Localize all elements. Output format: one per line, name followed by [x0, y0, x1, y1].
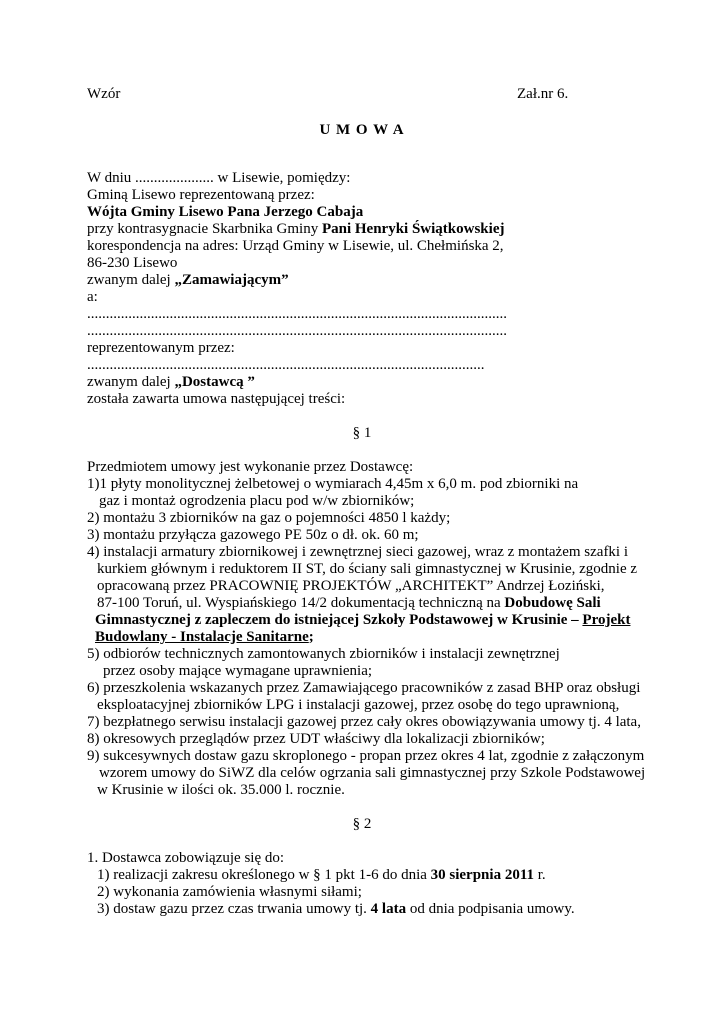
section-2-lead: 1. Dostawca zobowiązuje się do: [87, 850, 285, 866]
list-item: kurkiem głównym i reduktorem II ST, do ściany sali gimnastycznej w Krusinie, zgodnie z [97, 561, 638, 577]
list-item: 2) wykonania zamówienia własnymi siłami; [97, 884, 362, 900]
text-part: Dobudowę Sali [504, 595, 601, 611]
list-item: 3) montażu przyłącza gazowego PE 50z o dł. ok. 60 m; [87, 527, 419, 543]
list-item [97, 594, 601, 612]
intro-line: korespondencja na adres: Urząd Gminy w Lisewie, ul. Chełmińska 2, [87, 238, 504, 254]
intro-line: Gminą Lisewo reprezentowaną przez: [87, 187, 315, 203]
list-item [95, 611, 630, 629]
text-part: Budowlany - Instalacje Sanitarne [95, 629, 309, 645]
list-item: 6) przeszkolenia wskazanych przez Zamawiającego pracowników z zasad BHP oraz obsługi [87, 680, 641, 696]
list-item: 9) sukcesywnych dostaw gazu skroplonego - propan przez okres 4 lat, zgodnie z załączonym [87, 748, 645, 764]
text-part: ; [308, 629, 314, 645]
text-part: r. [534, 867, 546, 883]
intro-line [87, 220, 504, 238]
section-2-heading: § 2 [352, 816, 372, 832]
dotted-line: .......................................................................................................... [87, 357, 485, 373]
dotted-line: ................................................................................................................ [87, 306, 507, 322]
list-item: w Krusinie w ilości ok. 35.000 l. rocznie. [97, 782, 345, 798]
list-item [97, 866, 546, 884]
intro-line: Wójta Gminy Lisewo Pana Jerzego Cabaja [87, 204, 364, 220]
intro-line: została zawarta umowa następującej treści: [87, 391, 346, 407]
list-item [97, 900, 575, 918]
text-part: przy kontrasygnacie Skarbnika Gminy [87, 221, 322, 237]
list-item: 7) bezpłatnego serwisu instalacji gazowej przez cały okres obowiązywania umowy tj. 4 lata, [87, 714, 641, 730]
list-item: 5) odbiorów technicznych zamontowanych zbiorników i instalacji zewnętrznej [87, 646, 560, 662]
list-item: opracowaną przez PRACOWNIĘ PROJEKTÓW „ARCHITEKT” Andrzej Łoziński, [97, 578, 605, 594]
document-title: U M O W A [319, 122, 405, 138]
text-part: „Zamawiającym” [174, 272, 289, 288]
list-item: eksploatacyjnej zbiorników LPG i instalacji gazowej, przez osobę do tego uprawnioną, [97, 697, 620, 713]
list-item: 1)1 płyty monolitycznej żelbetowej o wymiarach 4,45m x 6,0 m. pod zbiorniki na [87, 476, 579, 492]
text-part: 4 lata [370, 901, 407, 917]
intro-line [87, 373, 255, 391]
section-1-lead: Przedmiotem umowy jest wykonanie przez Dostawcę: [87, 459, 414, 475]
header-right: Zał.nr 6. [517, 86, 569, 102]
list-item [87, 628, 314, 646]
section-1-heading: § 1 [352, 425, 372, 441]
header-left: Wzór [87, 86, 121, 102]
list-item: 8) okresowych przeglądów przez UDT właściwy dla lokalizacji zbiorników; [87, 731, 545, 747]
list-item: gaz i montaż ogrodzenia placu pod w/w zbiorników; [99, 493, 415, 509]
list-item: 4) instalacji armatury zbiornikowej i zewnętrznej sieci gazowej, wraz z montażem szafki i [87, 544, 629, 560]
text-part: zwanym dalej [87, 374, 175, 390]
intro-line: a: [87, 289, 98, 305]
text-part: zwanym dalej [87, 272, 175, 288]
intro-line: reprezentowanym przez: [87, 340, 235, 356]
text-part: 87-100 Toruń, ul. Wyspiańskiego 14/2 dokumentacją techniczną na [97, 595, 505, 611]
text-part: Gimnastycznej z zapleczem do istniejącej Szkoły Podstawowej w Krusinie – [95, 612, 583, 628]
intro-line: 86-230 Lisewo [87, 255, 178, 271]
text-part: od dnia podpisania umowy. [406, 901, 575, 917]
text-part: Pani Henryki Świątkowskiej [321, 221, 505, 237]
intro-line: W dniu ..................... w Lisewie, pomiędzy: [87, 170, 351, 186]
text-part: Projekt [582, 612, 631, 628]
text-part: 1) realizacji zakresu określonego w § 1 pkt 1-6 do dnia [97, 867, 431, 883]
text-part: „Dostawcą ” [174, 374, 255, 390]
text-part: 3) dostaw gazu przez czas trwania umowy tj. [97, 901, 371, 917]
list-item: 2) montażu 3 zbiorników na gaz o pojemności 4850 l każdy; [87, 510, 451, 526]
list-item: wzorem umowy do SiWZ dla celów ogrzania sali gimnastycznej przy Szkole Podstawowej [99, 765, 646, 781]
list-item: przez osoby mające wymagane uprawnienia; [103, 663, 373, 679]
dotted-line: ................................................................................................................ [87, 323, 507, 339]
text-part: 30 sierpnia 2011 [430, 867, 534, 883]
intro-line [87, 271, 289, 289]
